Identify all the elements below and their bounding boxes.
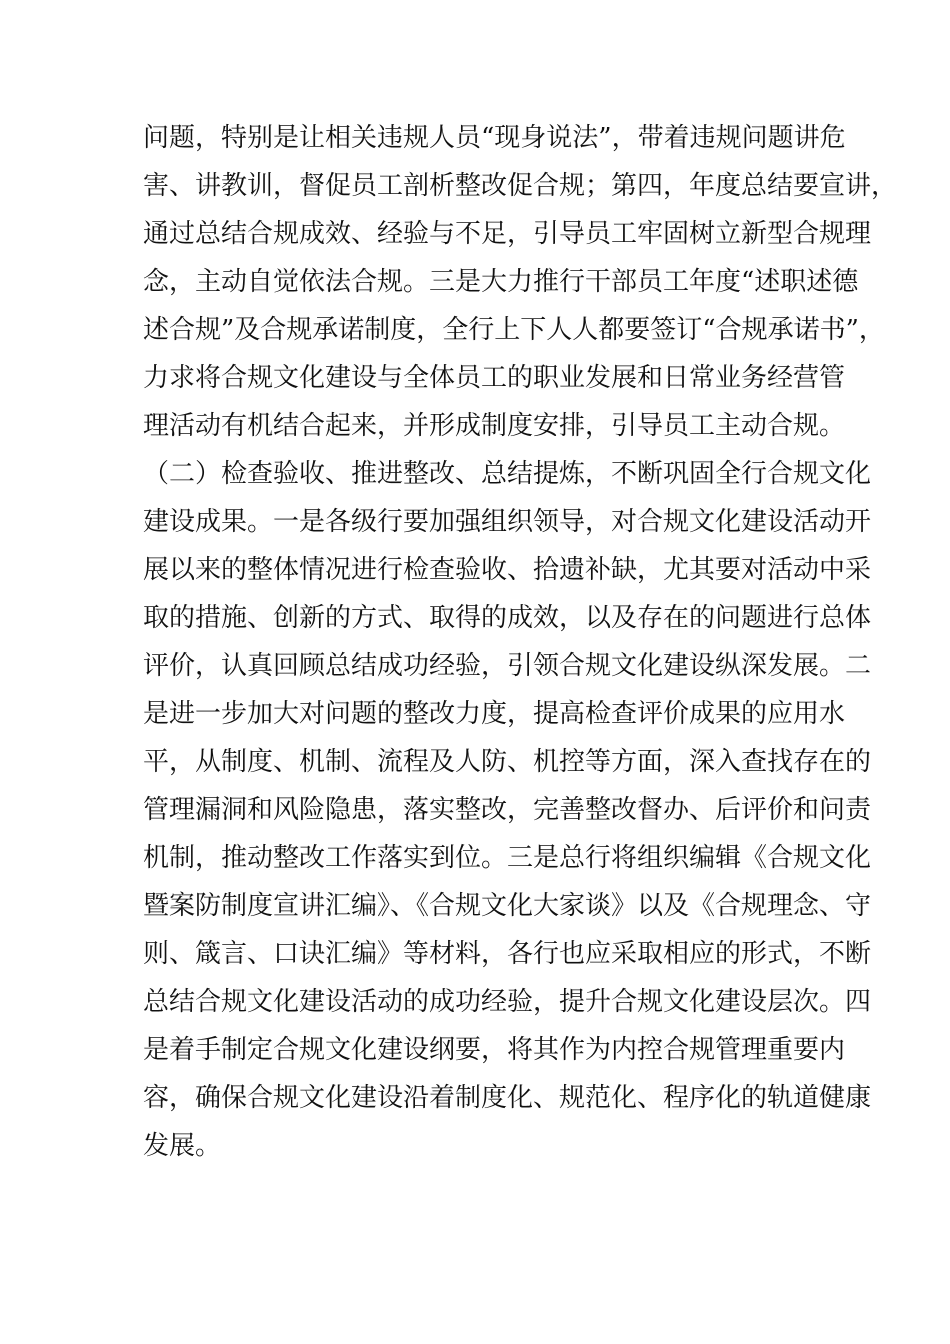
text-line: 展以来的整体情况进行检查验收、拾遗补缺，尤其要对活动中采 bbox=[143, 555, 872, 585]
text-line: 念，主动自觉依法合规。三是大力推行干部员工年度“述职述德 bbox=[143, 267, 859, 297]
text-line: （二）检查验收、推进整改、总结提炼，不断巩固全行合规文化 bbox=[143, 459, 872, 489]
text-line: 述合规”及合规承诺制度，全行上下人人都要签订“合规承诺书”， bbox=[143, 315, 885, 345]
text-line: 评价，认真回顾总结成功经验，引领合规文化建设纵深发展。二 bbox=[143, 651, 872, 681]
text-line: 通过总结合规成效、经验与不足，引导员工牢固树立新型合规理 bbox=[143, 219, 872, 249]
text-line: 总结合规文化建设活动的成功经验，提升合规文化建设层次。四 bbox=[143, 987, 872, 1017]
text-line: 平，从制度、机制、流程及人防、机控等方面，深入查找存在的 bbox=[143, 747, 872, 777]
text-line: 建设成果。一是各级行要加强组织领导，对合规文化建设活动开 bbox=[143, 507, 872, 537]
text-line-last: 发展。 bbox=[143, 1131, 222, 1161]
text-line: 容，确保合规文化建设沿着制度化、规范化、程序化的轨道健康 bbox=[143, 1083, 872, 1113]
text-line: 取的措施、创新的方式、取得的成效，以及存在的问题进行总体 bbox=[143, 603, 872, 633]
text-line: 是着手制定合规文化建设纲要，将其作为内控合规管理重要内 bbox=[143, 1035, 846, 1065]
text-line: 管理漏洞和风险隐患，落实整改，完善整改督办、后评价和问责 bbox=[143, 795, 872, 825]
text-line: 则、箴言、口诀汇编》等材料，各行也应采取相应的形式，不断 bbox=[143, 939, 872, 969]
text-line: 暨案防制度宣讲汇编》、《合规文化大家谈》以及《合规理念、守 bbox=[143, 891, 872, 921]
text-line: 力求将合规文化建设与全体员工的职业发展和日常业务经营管 bbox=[143, 363, 846, 393]
text-line: 理活动有机结合起来，并形成制度安排，引导员工主动合规。 bbox=[143, 411, 846, 441]
text-line: 问题，特别是让相关违规人员“现身说法”，带着违规问题讲危 bbox=[143, 123, 846, 153]
text-line: 机制，推动整改工作落实到位。三是总行将组织编辑《合规文化 bbox=[143, 843, 872, 873]
text-line: 害、讲教训，督促员工剖析整改促合规；第四，年度总结要宣讲， bbox=[143, 171, 898, 201]
text-line: 是进一步加大对问题的整改力度，提高检查评价成果的应用水 bbox=[143, 699, 846, 729]
